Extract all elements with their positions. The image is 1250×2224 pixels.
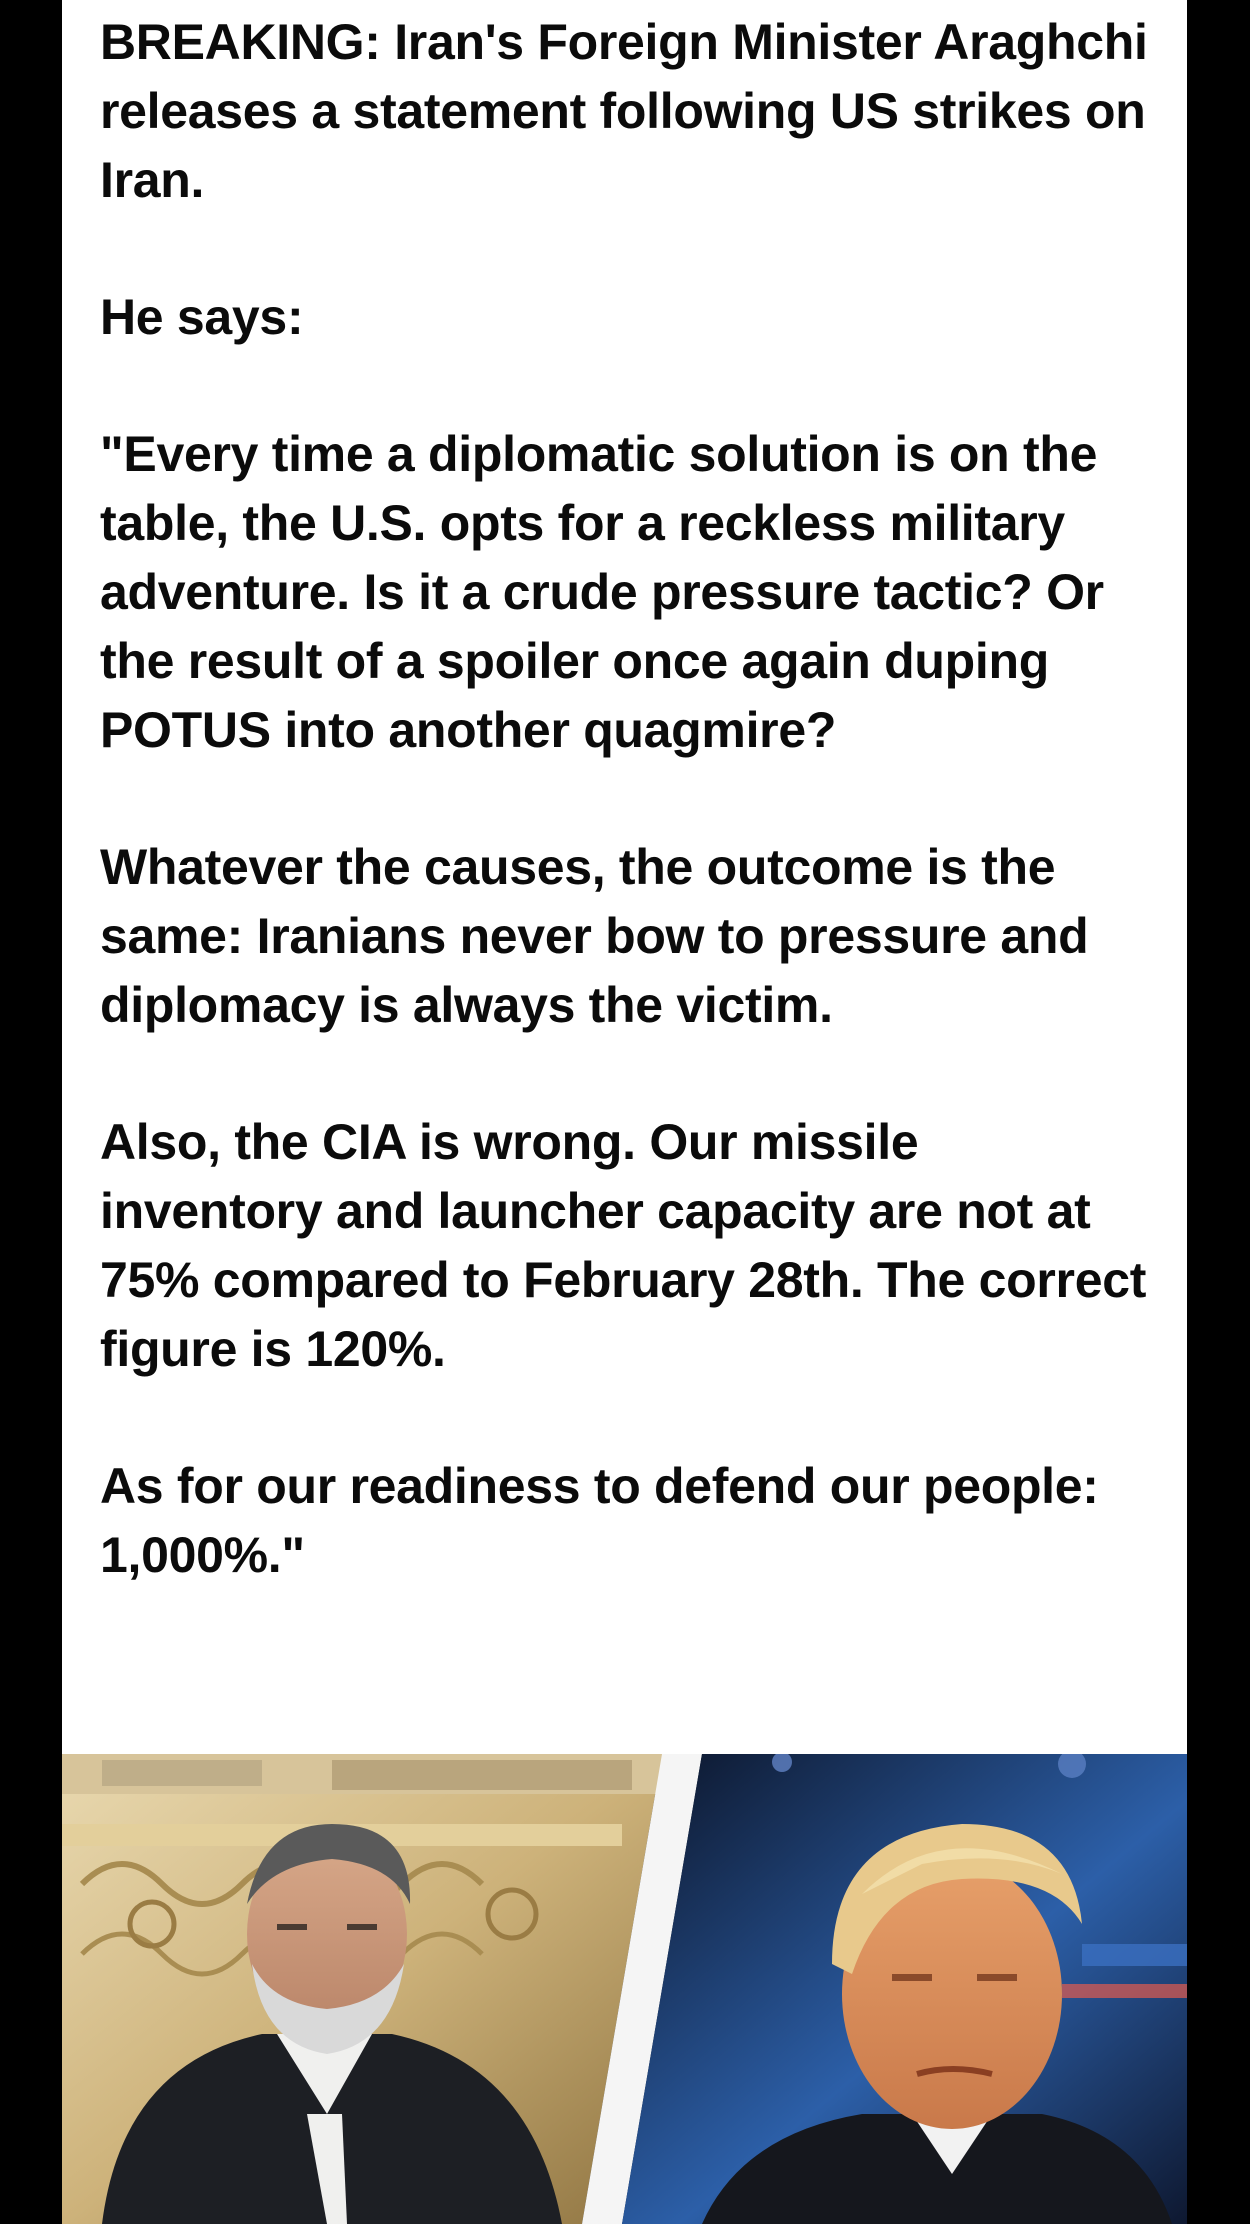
quote-paragraph-1: "Every time a diplomatic solution is on the table, the U.S. opts for a reckless military adventure. Is it a crude pressure tactic? Or the result of a spoiler once again duping POTUS into another quagmire? xyxy=(100,426,1104,758)
post-text-card xyxy=(62,0,1187,1754)
post-frame xyxy=(62,0,1187,2224)
quote-paragraph-2: Whatever the causes, the outcome is the same: Iranians never bow to pressure and diplomacy is always the victim. xyxy=(100,839,1089,1033)
post-photo[interactable] xyxy=(62,1754,1187,2224)
headline-paragraph: BREAKING: Iran's Foreign Minister Araghchi releases a statement following US strikes on Iran. xyxy=(100,14,1148,208)
quote-paragraph-4: As for our readiness to defend our people: 1,000%." xyxy=(100,1458,1099,1583)
left-photo-panel xyxy=(62,1754,662,2224)
right-photo-panel xyxy=(622,1754,1187,2224)
intro-paragraph: He says: xyxy=(100,289,304,345)
split-photo-illustration xyxy=(62,1754,1187,2224)
quote-paragraph-3: Also, the CIA is wrong. Our missile inventory and launcher capacity are not at 75% compared to February 28th. The correct figure is 120%. xyxy=(100,1114,1147,1377)
